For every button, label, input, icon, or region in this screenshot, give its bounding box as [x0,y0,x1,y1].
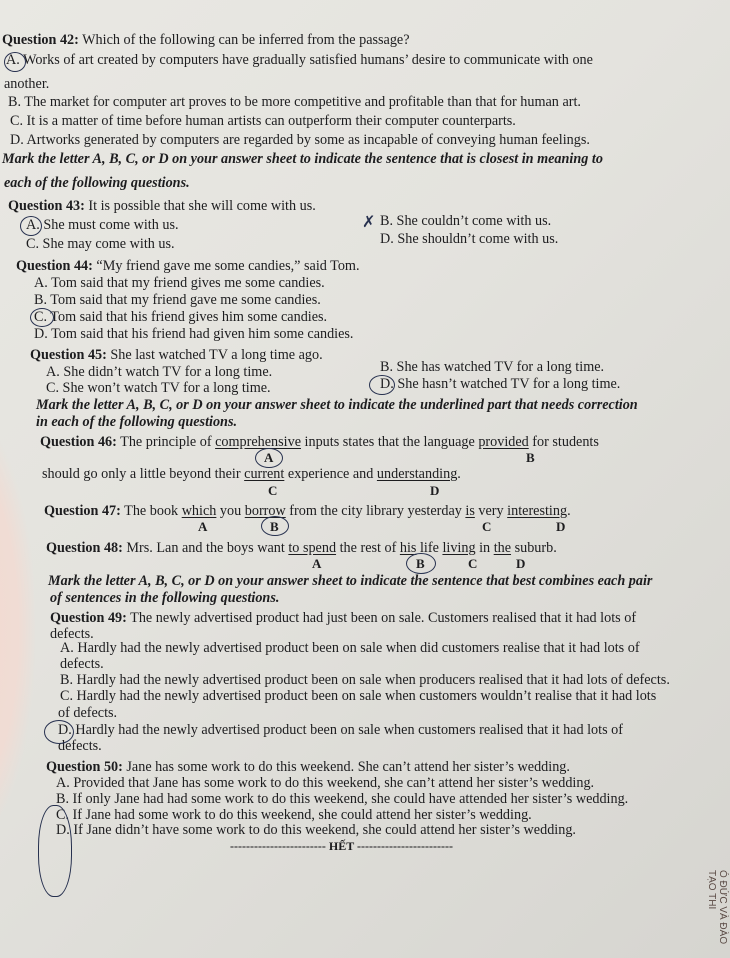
q44-title: Question 44: [16,258,93,274]
q48-text-2: the rest of [339,540,397,556]
q49-option-a-cont: defects. [60,656,104,672]
pen-circle-q49-d [44,720,74,744]
q48-label-b: B [416,556,425,571]
q46-text-2: inputs states that the language [304,434,475,450]
q49-prompt: The newly advertised product had just been on sale. Customers realised that it had lots of [130,610,637,626]
q49-option-c-cont: of defects. [58,705,118,721]
q48-underlined-d: the [493,540,512,556]
q48-underlined-b: his [399,540,417,556]
q48-text-3: life [419,540,439,556]
q47-text-4: very [478,503,504,519]
q42-option-d: D. Artworks generated by computers are regarded by some as incapable of conveying human feelings. [10,132,590,148]
q47-underlined-c: is [465,503,475,519]
pen-circle-q50-d [38,805,72,897]
q47-text-1: The book [124,503,179,519]
q46-text-5: experience and [287,466,374,482]
q43-option-c: C. She may come with us. [26,236,175,252]
q43-prompt: It is possible that she will come with us. [88,198,316,214]
q45-option-d: D. She hasn’t watched TV for a long time. [380,376,621,392]
q49-title: Question 49: [50,610,127,626]
instruction-combine-2: of sentences in the following questions. [50,590,280,606]
q50-line [46,759,570,776]
q48-underlined-c: living [442,540,476,556]
q46-label-b: B [526,450,535,465]
q42-option-c: C. It is a matter of time before human artists can outperform their computer counterparts. [10,113,516,129]
q44-option-d: D. Tom said that his friend had given him some candies. [34,326,354,342]
q49-option-d-cont: defects. [58,738,102,754]
q49-option-b: B. Hardly had the newly advertised product been on sale when producers realised that it had lots of defects. [60,672,670,688]
q49-prompt-cont: defects. [50,626,94,642]
q45-line [30,347,323,364]
pen-cross-q43: ✗ [362,214,376,231]
q48-label-c: C [468,556,478,571]
pen-circle-q47-b [261,516,289,536]
instruction-correction-2: in each of the following questions. [36,414,238,430]
q44-line [16,258,360,275]
q46-text-4: should go only a little beyond their [42,466,241,482]
q47-underlined-d: interesting [507,503,568,519]
q46-line-1 [40,434,599,451]
q47-underlined-a: which [181,503,217,519]
instruction-closest-meaning-2: each of the following questions. [4,175,190,191]
q50-option-c: C. If Jane had some work to do this weekend, she could attend her sister’s wedding. [56,807,532,823]
q44-option-a: A. Tom said that my friend gives me some candies. [34,275,325,291]
q42-option-a-cont: another. [4,76,50,92]
q45-title: Question 45: [30,347,107,363]
pen-circle-q44-c [30,308,54,327]
q48-text-4: in [479,540,491,556]
q48-text-5: suburb. [514,540,557,556]
q46-underlined-b: provided [478,434,529,450]
q50-option-d: D. If Jane didn’t have some work to do this weekend, she could attend her sister’s wedding. [56,822,576,838]
q42-option-a: A. Works of art created by computers have gradually satisfied humans’ desire to communicate with one [6,52,593,68]
q43-option-a: A. She must come with us. [26,217,179,233]
q47-underlined-b: borrow [244,503,286,519]
q47-line [44,503,571,520]
q46-label-d: D [430,483,440,498]
q47-text-3: from the city library yesterday [289,503,462,519]
q49-line [50,610,636,627]
q42-line [2,32,410,49]
q48-line [46,540,557,557]
q45-prompt: She last watched TV a long time ago. [110,347,323,363]
q47-text-2: you [219,503,242,519]
q42-option-b: B. The market for computer art proves to be more competitive and profitable than that for human art. [8,94,581,110]
pen-circle-q42-a [4,52,26,72]
q45-option-c: C. She won’t watch TV for a long time. [46,380,271,396]
q44-option-c: C. Tom said that his friend gives him some candies. [34,309,328,325]
side-edge-text: Ó ĐỨC VÀ ĐÀO TẠO THI [706,870,728,945]
pen-circle-q48-b [406,553,436,574]
q47-label-c: C [482,519,492,534]
q49-option-c: C. Hardly had the newly advertised product been on sale when customers wouldn’t realise that it had lots [60,688,657,704]
q44-option-b: B. Tom said that my friend gave me some candies. [34,292,321,308]
q46-underlined-d: understanding [376,466,458,482]
pen-circle-q45-d [369,375,395,395]
q46-text-6: . [457,466,461,482]
q43-option-d: D. She shouldn’t come with us. [380,231,559,247]
q47-label-b: B [270,519,279,534]
q48-underlined-a: to spend [288,540,337,556]
instruction-combine-1: Mark the letter A, B, C, or D on your answer sheet to indicate the sentence that best combines each pair [48,573,653,589]
q49-option-a: A. Hardly had the newly advertised product been on sale when did customers realise that it had lots of [60,640,640,656]
q50-option-b: B. If only Jane had had some work to do this weekend, she could have attended her sister’s wedding. [56,791,629,807]
q47-label-a: A [198,519,208,534]
q46-underlined-c: current [244,466,285,482]
q48-title: Question 48: [46,540,123,556]
instruction-closest-meaning-1: Mark the letter A, B, C, or D on your answer sheet to indicate the sentence that is closest in meaning to [2,151,603,167]
q46-title: Question 46: [40,434,117,450]
q46-label-a: A [264,450,274,465]
q50-option-a: A. Provided that Jane has some work to do this weekend, she can’t attend her sister’s wedding. [56,775,595,791]
instruction-correction-1: Mark the letter A, B, C, or D on your answer sheet to indicate the underlined part that needs correction [36,397,638,413]
q46-text-3: for students [532,434,599,450]
q50-prompt: Jane has some work to do this weekend. She can’t attend her sister’s wedding. [126,759,570,775]
q42-title: Question 42: [2,32,79,48]
q50-title: Question 50: [46,759,123,775]
q47-title: Question 47: [44,503,121,519]
q45-option-a: A. She didn’t watch TV for a long time. [46,364,273,380]
q42-prompt: Which of the following can be inferred from the passage? [82,32,410,48]
q43-option-b: B. She couldn’t come with us. [380,213,552,229]
q45-option-b: B. She has watched TV for a long time. [380,359,605,375]
q47-text-5: . [567,503,571,519]
end-marker: ------------------------ HẾT ------------------------ [230,839,453,853]
q48-text-1: Mrs. Lan and the boys want [126,540,285,556]
q46-label-c: C [268,483,278,498]
q48-label-d: D [516,556,526,571]
q43-title: Question 43: [8,198,85,214]
pen-circle-q43-a [20,216,42,236]
q44-prompt: “My friend gave me some candies,” said Tom. [96,258,360,274]
q46-line-2 [42,466,461,483]
q47-label-d: D [556,519,566,534]
q49-option-d: D. Hardly had the newly advertised product been on sale when customers realised that it had lots of [58,722,623,738]
q46-underlined-a: comprehensive [215,434,301,450]
q46-text-1: The principle of [120,434,212,450]
pen-circle-q46-a [255,448,283,468]
finger-shadow [0,410,35,850]
q48-label-a: A [312,556,322,571]
q43-line [8,198,316,215]
